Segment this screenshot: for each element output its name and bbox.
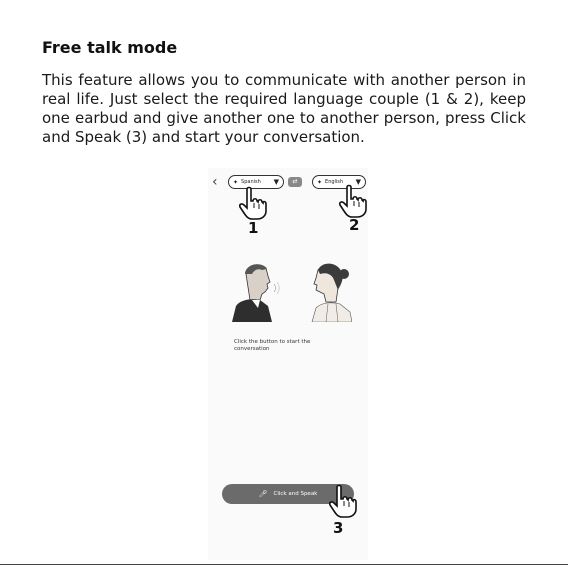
click-and-speak-label: Click and Speak xyxy=(273,491,318,497)
language-left-label: Spanish xyxy=(241,179,261,185)
feature-description: This feature allows you to communicate with another person in real life. Just select the required language couple (1 & 2), keep one earbud and give another one to another person, press Click and Speak (3) and start your conversation. xyxy=(42,71,526,146)
pointing-hand-icon xyxy=(338,184,368,218)
caret-down-icon: ▼ xyxy=(355,178,361,186)
start-hint: Click the button to start the conversation xyxy=(234,339,311,352)
swap-icon[interactable]: ⇄ xyxy=(288,177,302,187)
microphone-icon: 🎤︎ xyxy=(258,490,268,498)
callout-3: 3 xyxy=(333,519,344,537)
page-heading: Free talk mode xyxy=(42,38,178,57)
language-right-label: English xyxy=(325,179,344,185)
language-icon: ✦ xyxy=(317,178,323,186)
callout-2: 2 xyxy=(349,216,360,234)
callout-1: 1 xyxy=(248,219,259,237)
pointing-hand-icon xyxy=(238,186,268,220)
chevron-left-icon[interactable]: ‹ xyxy=(212,174,218,190)
language-icon: ✦ xyxy=(233,178,239,186)
page-divider xyxy=(0,564,568,565)
pointing-hand-icon xyxy=(328,484,358,518)
caret-down-icon: ▼ xyxy=(273,178,279,186)
conversation-illustration xyxy=(232,260,352,322)
phone-screenshot xyxy=(208,168,368,560)
